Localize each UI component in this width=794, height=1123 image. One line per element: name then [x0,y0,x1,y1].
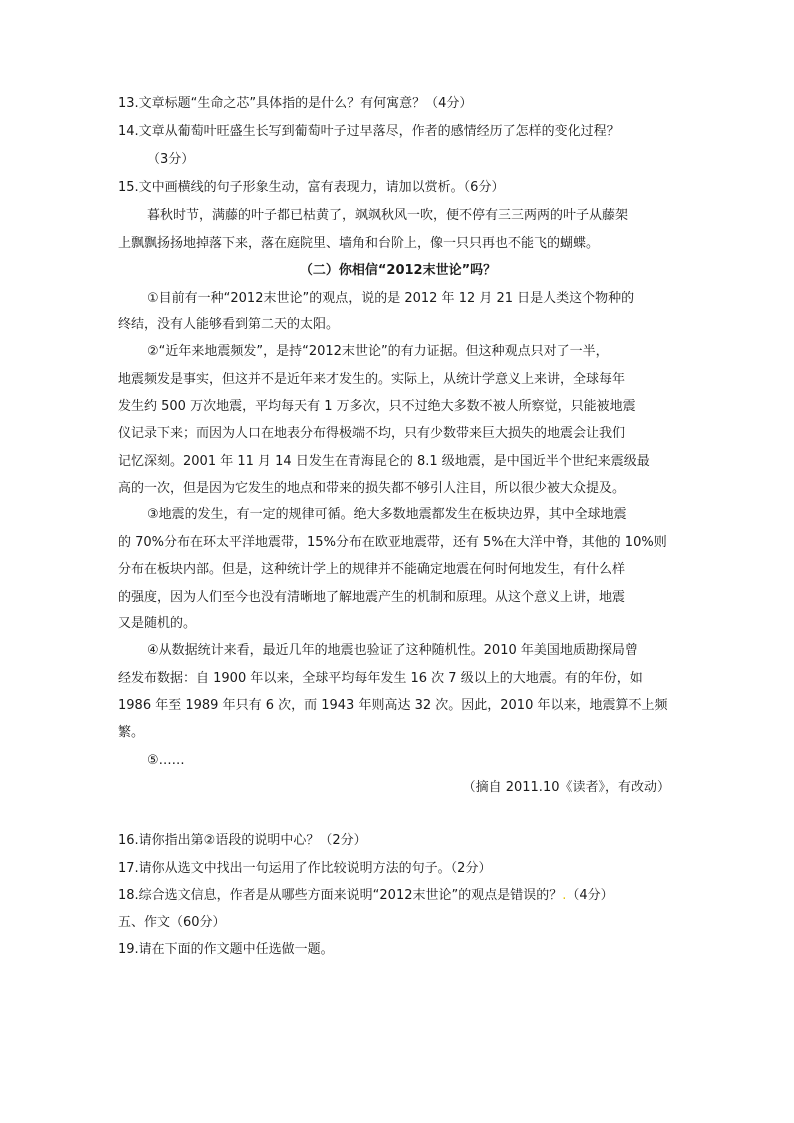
paragraph-line: 终结，没有人能够看到第二天的太阳。 [118,317,340,332]
question-15: 15.文中画横线的句子形象生动，富有表现力，请加以赏析。（6分） [118,180,505,195]
section-5-heading: 五、作文（60分） [118,915,226,930]
paragraph-line: 的强度，因为人们至今也没有清晰地了解地震产生的机制和原理。从这个意义上讲，地震 [118,590,626,605]
section-title: （二）你相信“2012末世论”吗？ [299,263,497,278]
question-13: 13.文章标题“生命之芯”具体指的是什么？有何寓意？（4分） [118,96,473,111]
source-citation: （摘自 2011.10《读者》，有改动） [462,780,670,795]
paragraph-line: 仪记录下来；而因为人口在地表分布得极端不均，只有少数带来巨大损失的地震会让我们 [118,426,626,441]
question-17: 17.请你从选文中找出一句运用了作比较说明方法的句子。（2分） [118,861,492,876]
paragraph-line: 繁。 [118,725,145,740]
paragraph-line: 分布在板块内部。但是，这种统计学上的规律并不能确定地震在何时何地发生，有什么样 [118,562,626,577]
paragraph-line: ①目前有一种“2012末世论”的观点，说的是 2012 年 12 月 21 日是人类这个物种的 [147,291,635,306]
paragraph-line: 地震频发是事实，但这并不是近年来才发生的。实际上，从统计学意义上来讲，全球每年 [118,372,626,387]
question-19: 19.请在下面的作文题中任选做一题。 [118,942,334,957]
quote-line: 上飘飘扬扬地掉落下来，落在庭院里、墙角和台阶上，像一只只再也不能飞的蝴蝶。 [118,236,600,251]
paragraph-line: 经发布数据：自 1900 年以来，全球平均每年发生 16 次 7 级以上的大地震。有的年份，如 [118,671,643,686]
paragraph-line: 记忆深刻。2001 年 11 月 14 日发生在青海昆仑的 8.1 级地震，是中国近半个世纪来震级最 [118,454,650,469]
question-18-text: 18.综合选文信息，作者是从哪些方面来说明“2012末世论”的观点是错误的？ [118,888,563,903]
question-16: 16.请你指出第②语段的说明中心？（2分） [118,833,367,848]
paragraph-line: 1986 年至 1989 年只有 6 次，而 1943 年则高达 32 次。因此，2010 年以来，地震算不上频 [118,698,668,713]
paragraph-line: 发生约 500 万次地震，平均每天有 1 万多次，只不过绝大多数不被人所察觉，只能被地震 [118,399,636,414]
paragraph-line: 高的一次，但是因为它发生的地点和带来的损失都不够引人注目，所以很少被大众提及。 [118,481,626,496]
paragraph-line: 又是随机的。 [118,616,197,631]
paragraph-line: ④从数据统计来看，最近几年的地震也验证了这种随机性。2010 年美国地质勘探局曾 [147,643,638,658]
question-14-score: （3分） [147,152,195,167]
question-18-mark: . [562,888,567,903]
paragraph-line: ②“近年来地震频发”，是持“2012末世论”的有力证据。但这种观点只对了一半， [147,344,609,359]
paragraph-line: 的 70%分布在环太平洋地震带，15%分布在欧亚地震带，还有 5%在大洋中脊，其他的 10%则 [118,535,667,550]
quote-line: 暮秋时节，满藤的叶子都已枯黄了，飒飒秋风一吹，便不停有三三两两的叶子从藤架 [147,208,629,223]
paragraph-line: ③地震的发生，有一定的规律可循。绝大多数地震都发生在板块边界，其中全球地震 [147,507,627,522]
question-18-score: （4分） [566,888,614,903]
paragraph-line: ⑤…… [147,753,185,768]
question-18 [118,887,678,905]
question-14: 14.文章从葡萄叶旺盛生长写到葡萄叶子过早落尽，作者的感情经历了怎样的变化过程？ [118,124,620,139]
